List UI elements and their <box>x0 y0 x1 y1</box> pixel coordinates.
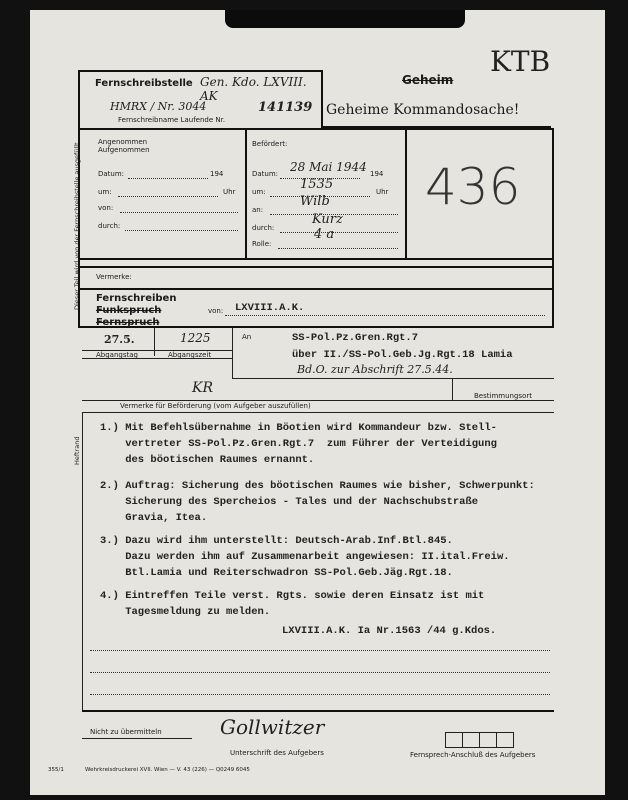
body-line: vertreter SS-Pol.Pz.Gren.Rgt.7 zum Führer der Verteidigung <box>100 438 497 450</box>
phone-boxes <box>445 732 514 748</box>
body-line: Tagesmeldung zu melden. <box>100 606 271 618</box>
body-line: des böotischen Raumes ernannt. <box>100 454 315 466</box>
document-page <box>30 10 605 795</box>
sent-an-hand: Wilb <box>300 194 330 209</box>
sent-datum-label: Datum: <box>252 170 279 178</box>
initials-hand: KR <box>192 380 213 396</box>
side-note: Dieser Teil wird von der Fernschreibstelle ausgefüllt <box>73 142 81 310</box>
sent-um-hand: 1535 <box>300 177 334 192</box>
von-value: LXVIII.A.K. <box>235 302 305 314</box>
body-line: Dazu werden ihm auf Zusammenarbeit angewiesen: II.ital.Freiw. <box>100 551 510 563</box>
received-datum-label: Datum: <box>98 170 125 178</box>
sent-an-label: an: <box>252 206 264 214</box>
body-line: Btl.Lamia und Reiterschwadron SS-Pol.Geb.Jäg.Rgt.18. <box>100 567 453 579</box>
phone-caption: Fernsprech-Anschluß des Aufgebers <box>410 751 536 759</box>
printer-imprint: Wehrkreisdruckerei XVII. Wien — V. 43 (226) — Q0249 6045 <box>85 767 250 773</box>
signature-caption: Unterschrift des Aufgebers <box>230 749 324 757</box>
received-year: 194 <box>210 170 224 178</box>
number-caption: Fernschreibname Laufende Nr. <box>118 116 226 124</box>
body-line: Gravia, Itea. <box>100 512 208 524</box>
vermerke-row <box>78 266 554 290</box>
sent-rolle-hand: 4 a <box>314 227 335 242</box>
ktb-mark: KTB <box>490 45 551 78</box>
label-fernschreiben: Fernschreiben <box>96 293 177 304</box>
received-von-label: von: <box>98 204 114 212</box>
sent-uhr: Uhr <box>376 188 389 196</box>
body-line: 1.) Mit Befehlsübernahme in Böotien wird Kommandeur bzw. Stell- <box>100 422 497 434</box>
received-heading-1: Angenommen <box>98 138 148 146</box>
body-line: 4.) Eintreffen Teile verst. Rgts. sowie deren Einsatz ist mit <box>100 590 485 602</box>
body-line: 2.) Auftrag: Sicherung des böotischen Raumes wie bisher, Schwerpunkt: <box>100 480 535 492</box>
recipient-line-3: Bd.O. zur Abschrift 27.5.44. <box>297 363 453 376</box>
dispatch-time-label: Abgangszeit <box>168 351 212 359</box>
recipient-line-2: über II./SS-Pol.Geb.Jg.Rgt.18 Lamia <box>292 349 513 361</box>
label-fernspruch-struck: Fernspruch <box>96 317 160 328</box>
sent-um-label: um: <box>252 188 266 196</box>
not-transmit-label: Nicht zu übermitteln <box>90 728 162 736</box>
binder-clip <box>225 10 465 28</box>
classification-title: Geheime Kommandosache! <box>326 102 520 118</box>
number-handwriting: HMRX / Nr. 3044 <box>110 100 207 113</box>
received-durch-label: durch: <box>98 222 121 230</box>
form-number: 355/1 <box>48 767 64 773</box>
station-box <box>78 70 323 130</box>
heftrand-label: Heftrand <box>73 436 81 465</box>
received-um-label: um: <box>98 188 112 196</box>
vermerke-befoerderung: Vermerke für Beförderung (vom Aufgeber auszufüllen) <box>120 402 311 410</box>
dispatch-day: 27.5. <box>104 333 135 346</box>
reference-number: LXVIII.A.K. Ia Nr.1563 /44 g.Kdos. <box>282 625 497 637</box>
received-heading-2: Aufgenommen <box>98 146 150 154</box>
label-funkspruch-struck: Funkspruch <box>96 305 162 316</box>
sent-year: 194 <box>370 170 384 178</box>
dispatch-day-label: Abgangstag <box>96 351 138 359</box>
von-label: von: <box>208 307 224 315</box>
received-sent-block <box>78 128 554 268</box>
message-type-row <box>78 288 554 328</box>
dispatch-block <box>82 328 554 406</box>
station-label: Fernschreibstelle <box>95 78 193 89</box>
station-handwriting: Gen. Kdo. LXVIII. AK <box>200 75 307 103</box>
classification-struck: Geheim <box>402 73 454 87</box>
signature-hand: Gollwitzer <box>220 715 325 739</box>
page-number-hand: 436 <box>425 158 521 216</box>
dispatch-time: 1225 <box>180 331 211 345</box>
sent-datum-hand: 28 Mai 1944 <box>290 160 367 174</box>
sent-heading: Befördert: <box>252 140 288 148</box>
recipient-line-1: SS-Pol.Pz.Gren.Rgt.7 <box>292 332 419 344</box>
number-handwriting-2: 141139 <box>258 100 313 115</box>
body-line: Sicherung des Spercheios - Tales und der Nachschubstraße <box>100 496 479 508</box>
body-line: 3.) Dazu wird ihm unterstellt: Deutsch-Arab.Inf.Btl.845. <box>100 535 453 547</box>
bestimmungsort-label: Bestimmungsort <box>474 392 532 400</box>
sent-durch-hand: Kurz <box>312 212 343 227</box>
sent-rolle-label: Rolle: <box>252 240 272 248</box>
dispatch-an-label: An <box>242 333 252 341</box>
received-uhr: Uhr <box>223 188 236 196</box>
sent-durch-label: durch: <box>252 224 275 232</box>
vermerke-label: Vermerke: <box>96 273 132 281</box>
